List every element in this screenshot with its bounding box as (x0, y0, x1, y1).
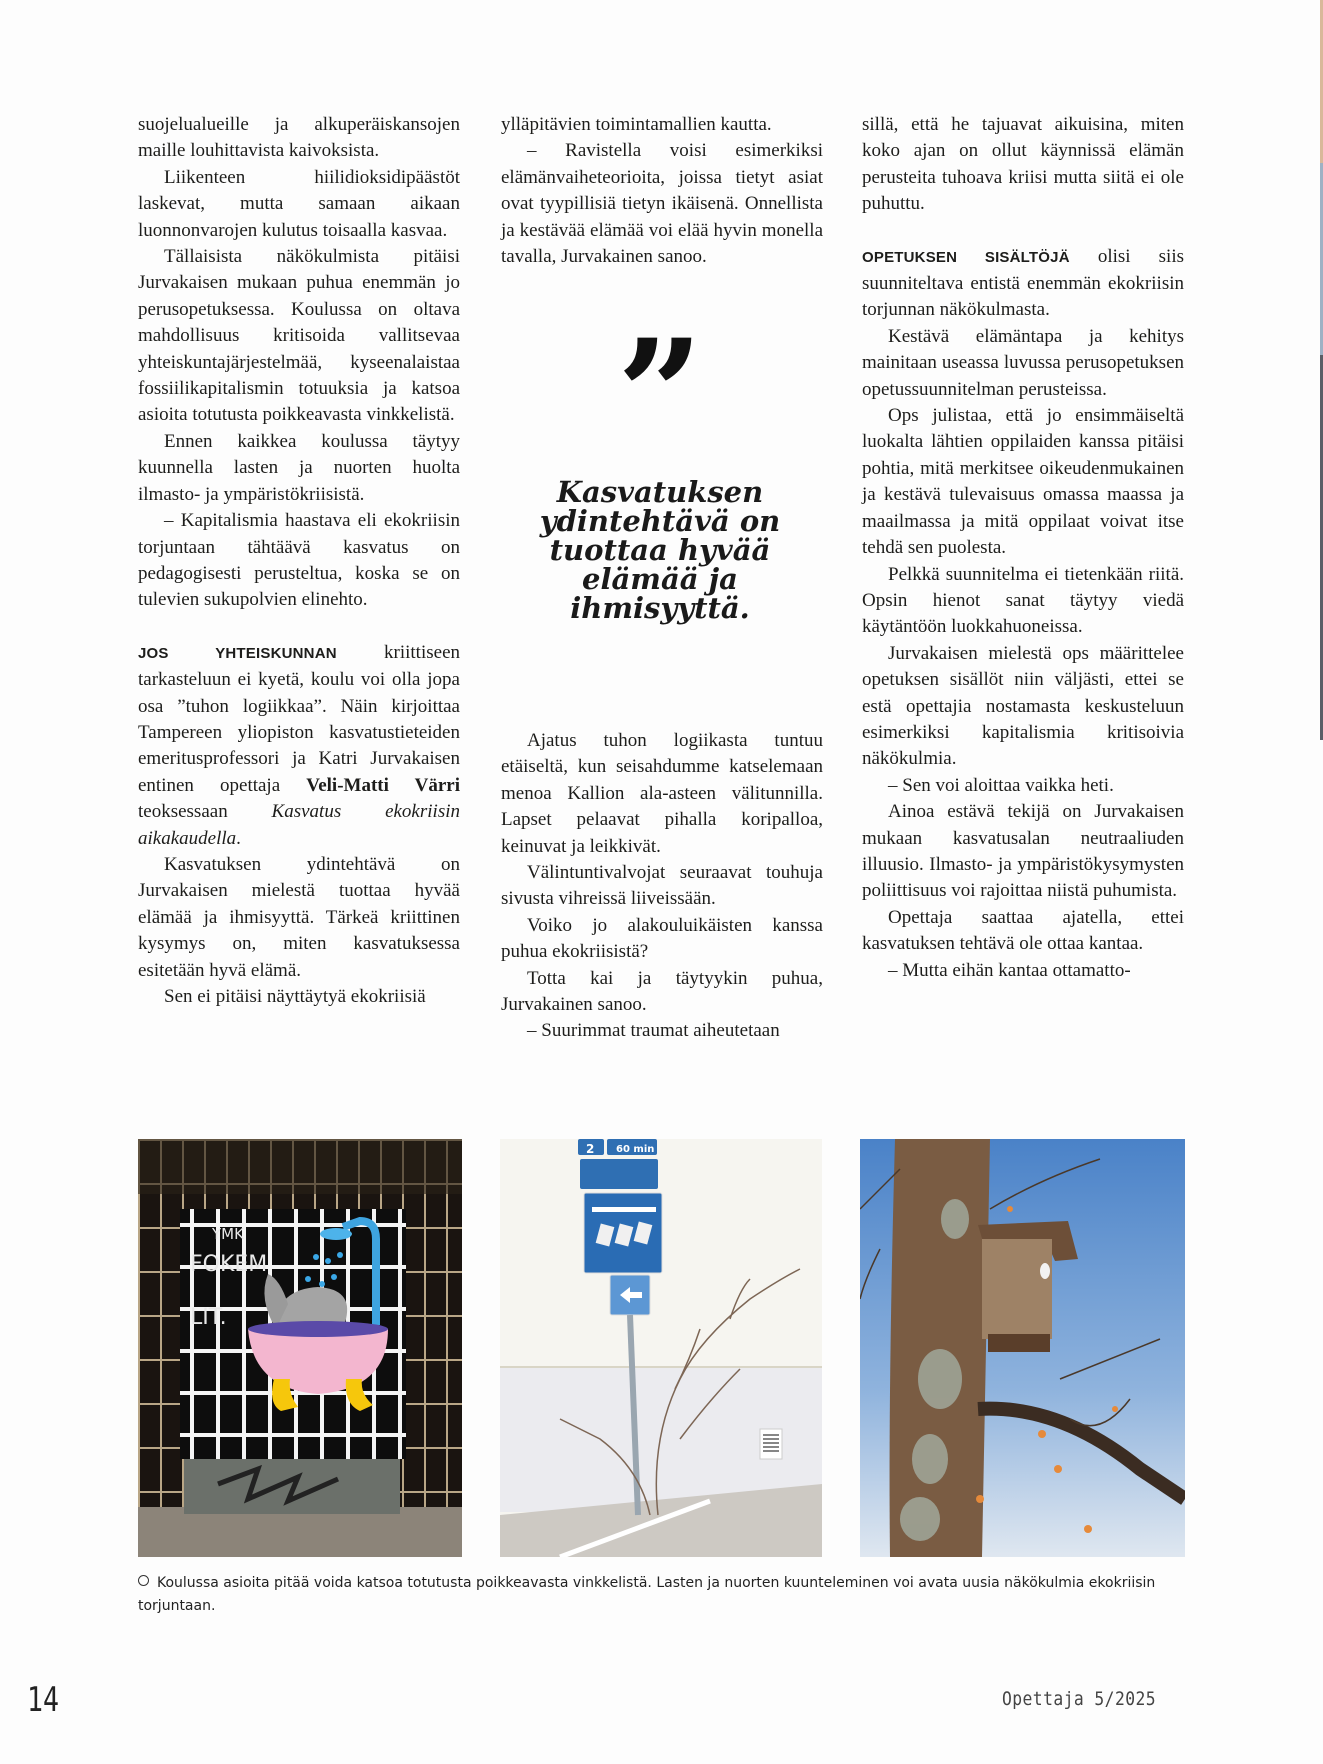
graffiti-text: YMK (212, 1225, 244, 1243)
text: olisi siis suunniteltava entistä enemmän ekokriisin torjunnan näkökulmasta. (862, 245, 1184, 321)
person-name: Veli-Matti Värri (306, 774, 461, 796)
paragraph: Pelkkä suunnitelma ei tietenkään riitä. Opsin hienot sanat täytyy viedä käytäntöön luokkahuoneissa. (862, 563, 1184, 638)
paragraph: ylläpitävien toimintamallien kautta. (501, 114, 772, 135)
article-column-2 (501, 112, 823, 270)
photo-birdhouse (860, 1139, 1185, 1557)
paragraph: suojelualueille ja alkuperäiskansojen maille louhittavista kaivoksista. (138, 114, 460, 162)
graffiti-seal-illustration (138, 1139, 462, 1557)
sign-time-limit: 60 min (616, 1144, 655, 1155)
article-column-3 (862, 112, 1184, 984)
paragraph: Kestävä elämäntapa ja kehitys mainitaan useassa luvussa perusopetuksen opetussuunnitelman perusteissa. (862, 325, 1184, 400)
paragraph: Totta kai ja täytyykin puhua, Jurvakainen sanoo. (501, 967, 823, 1016)
section-paragraph (862, 244, 1184, 324)
paragraph: Ennen kaikkea koulussa täytyy kuunnella lasten ja nuorten huolta ilmasto- ja ympäristökriisistä. (138, 430, 460, 505)
section-lead: OPETUKSEN SISÄLTÖJÄ (862, 248, 1070, 266)
section-paragraph (138, 640, 460, 852)
paragraph: Liikenteen hiilidioksidipäästöt laskevat, mutta samaan aikaan luonnonvarojen kulutus toisaalla kasvaa. (138, 166, 460, 241)
pull-quote: Kasvatuksen ydintehtävä on tuottaa hyvää elämää ja ihmisyyttä. (539, 475, 781, 625)
paragraph: – Suurimmat traumat aiheutetaan (527, 1020, 780, 1042)
quote-mark-icon: ” (616, 307, 704, 483)
photo-caption (138, 1572, 1188, 1618)
paragraph: Välintuntivalvojat seuraavat touhuja sivusta vihreissä liiveissään. (501, 862, 823, 910)
section-lead: JOS YHTEISKUNNAN (138, 644, 337, 662)
paragraph: sillä, että he tajuavat aikuisina, miten koko ajan on ollut käynnissä elämän perusteita tuhoava kriisi mutta siitä ei ole puhuttu. (862, 114, 1184, 215)
paragraph: – Mutta eihän kantaa ottamatto- (888, 959, 1131, 981)
graffiti-text: LIT. (190, 1305, 227, 1330)
text: kriittiseen tarkasteluun ei kyetä, koulu voi olla jopa osa ”tuhon logiikkaa”. Näin kirjoittaa Tampereen yliopiston kasvatustieteiden emeritusprofessori ja Katri Jurvakaisen entinen opettaja (138, 641, 460, 796)
paragraph: Sen ei pitäisi näyttäytyä ekokriisiä (164, 986, 426, 1007)
article-column-2-lower (501, 728, 823, 1045)
paragraph: Ajatus tuhon logiikasta tuntuu etäiseltä, kun seisahdumme katselemaan menoa Kallion ala-asteen välitunnilla. Lapset pelaavat pihalla koripalloa, keinuvat ja leikkivät. (501, 730, 823, 857)
paragraph: Voiko jo alakouluikäisten kanssa puhua ekokriisistä? (501, 914, 823, 963)
birdhouse-tree-scene (860, 1139, 1185, 1557)
paragraph: Opettaja saattaa ajatella, ettei kasvatuksen tehtävä ole ottaa kantaa. (862, 906, 1184, 955)
article-column-1 (138, 112, 460, 1010)
parking-sign-scene (500, 1139, 822, 1557)
sign-zone-number: 2 (586, 1142, 595, 1156)
graffiti-text: FOKEM (190, 1252, 268, 1277)
paragraph: Tällaisista näkökulmista pitäisi Jurvakaisen mukaan puhua enemmän jo perusopetuksessa. Koulussa on oltava mahdollisuus kritisoida vallitsevaa yhteiskuntajärjestelmää, kyseenalaistaa fossiilikapitalismin totuuksia ja katsoa asioita totutusta poikkeavasta vinkkelistä. (138, 246, 460, 426)
caption-bullet-icon (138, 1575, 149, 1586)
text: . (236, 827, 241, 849)
caption-text: Koulussa asioita pitää voida katsoa totutusta poikkeavasta vinkkelistä. Lasten ja nuorten kuunteleminen voi avata uusia näkökulmia ekokriisin torjuntaan. (138, 1575, 1156, 1614)
magazine-issue: Opettaja 5/2025 (1002, 1688, 1157, 1710)
paragraph: – Sen voi aloittaa vaikka heti. (888, 774, 1114, 796)
photo-graffiti-seal (138, 1139, 462, 1557)
photo-parking-sign (500, 1139, 822, 1557)
paragraph: Jurvakaisen mielestä ops määrittelee opetuksen sisällöt niin väljästi, ettei se estä opettajia nostamasta keskusteluun esimerkiksi kapitalismia kritisoivia näkökulmia. (862, 642, 1184, 770)
book-title: Kasvatus ekokriisin aikakaudella (138, 801, 460, 849)
paragraph: Kasvatuksen ydintehtävä on Jurvakaisen mielestä tuottaa hyvää elämää ja ihmisyyttä. Tärkeä kriittinen kysymys on, miten kasvatuksessa esitetään hyvä elämä. (138, 853, 460, 981)
paragraph: Ops julistaa, että jo ensimmäiseltä luokalta lähtien oppilaiden kanssa pitäisi pohtia, mitä merkitsee oikeudenmukainen ja kestävä tulevaisuus omassa maassa ja maailmassa ja mitä oppilaat voivat itse tehdä sen puolesta. (862, 405, 1184, 559)
paragraph: – Ravistella voisi esimerkiksi elämänvaiheteorioita, joissa tietyt asiat ovat tyypillisiä tietyn ikäisenä. Onnellista ja kestävää elämää voi elää hyvin monella tavalla, Jurvakainen sanoo. (501, 140, 823, 268)
page-number: 14 (27, 1680, 59, 1720)
paragraph: – Kapitalismia haastava eli ekokriisin torjuntaan tähtäävä kasvatus on pedagogisesti perusteltua, koska se on tulevien sukupolvien elinehto. (138, 510, 460, 611)
paragraph: Ainoa estävä tekijä on Jurvakaisen mukaan kasvatusalan neutraaliuden illuusio. Ilmasto- ja ympäristökysymysten poliittisuus voi rajoittaa niistä puhumista. (862, 801, 1184, 902)
text: teoksessaan (138, 801, 272, 823)
